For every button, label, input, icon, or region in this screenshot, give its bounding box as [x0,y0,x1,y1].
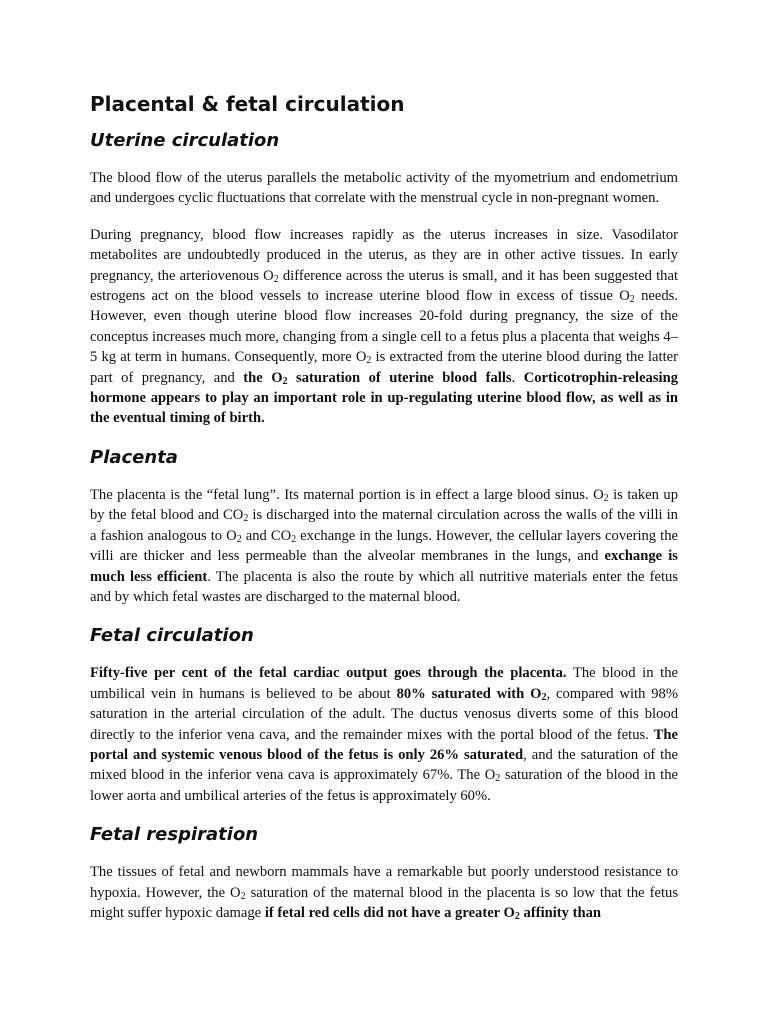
text-run: saturation of the maternal blood in the placenta is so low that the fetus might suffer hypoxic damage [90,884,678,921]
paragraph [90,168,678,209]
paragraph [90,862,678,923]
subscript: 2 [495,773,501,785]
section-heading: Uterine circulation [90,130,280,151]
text-run: , and the saturation of the mixed blood in the inferior vena cava is approximately 67%. The O [90,746,679,784]
text-run: needs. However, even though uterine blood flow increases 20-fold during pregnancy, the size of the conceptus increases much more, changing from a single cell to a fetus plus a placenta that weighs 4–5 kg at term in humans. Consequently, more O [90,288,678,366]
paragraph [90,485,678,607]
subscript: 2 [236,533,242,545]
subscript: 2 [291,533,297,545]
text-run: is taken up by the fetal blood and CO [90,486,678,524]
subscript: 2 [282,375,288,387]
section-heading: Fetal circulation [90,625,254,647]
text-run: saturation of the blood in the lower aorta and umbilical arteries of the fetus is approximately 60%. [90,767,678,804]
bold-text: saturation of uterine blood falls [287,369,512,386]
bold-text: 80% saturated with O [396,685,542,702]
bold-text: if fetal red cells did not have a greater O [264,904,515,921]
bold-text: Fifty-five per cent of the fetal cardiac output goes through the placenta. [90,665,567,682]
subscript: 2 [514,910,520,922]
subscript: 2 [243,513,249,525]
section [90,445,678,607]
bold-text: Corticotrophin-releasing hormone appears to play an important role in up-regulating uterine blood flow, as well as in the eventual timing of birth. [90,369,678,427]
subscript: 2 [240,890,246,902]
text-run: and CO [241,527,292,544]
subscript: 2 [366,355,372,367]
text-run: The blood flow of the uterus parallels the metabolic activity of the myometrium and endometrium and undergoes cyclic fluctuations that correlate with the menstrual cycle in non-pregnant women. [90,170,678,207]
paragraph [90,225,678,429]
text-run: , compared with 98% saturation in the arterial circulation of the adult. The ductus venosus diverts some of this blood directly to the inferior vena cava, and the remainder mixes with the portal blood of the fetus. [90,685,678,743]
bold-text: The portal and systemic venous blood of the fetus is only 26% saturated [90,726,678,763]
bold-text: exchange is much less efficient [90,548,678,585]
text-run: The tissues of fetal and newborn mammals have a remarkable but poorly understood resistance to hypoxia. However, the O [90,864,678,901]
subscript: 2 [603,492,609,504]
text-run: is extracted from the uterine blood during the latter part of pregnancy, and [90,349,678,386]
document-body [90,128,678,923]
paragraph [90,663,678,806]
section [90,623,678,806]
subscript: 2 [629,294,635,306]
subscript: 2 [273,273,279,285]
section-heading: Fetal respiration [90,824,259,846]
page-title: Placental & fetal circulation [90,92,405,116]
text-run: The blood in the umbilical vein in humans is believed to be about [90,665,678,702]
text-run: is discharged into the maternal circulation across the walls of the villi in a fashion analogous to O [90,507,678,544]
document-page [90,88,678,935]
section [90,822,678,923]
bold-text: the O [243,369,283,386]
section [90,128,678,429]
text-run: . The placenta is also the route by which all nutritive materials enter the fetus and by which fetal wastes are discharged to the maternal blood. [90,568,678,605]
text-run: exchange in the lungs. However, the cellular layers covering the villi are thicker and less permeable than the alveolar membranes in the lungs, and [90,527,678,565]
bold-text: affinity than [519,904,601,921]
text-run: difference across the uterus is small, and it has been suggested that estrogens act on the blood vessels to increase uterine blood flow in excess of tissue O [90,267,678,305]
section-heading: Placenta [90,446,178,468]
text-run: . [511,369,524,386]
text-run: During pregnancy, blood flow increases rapidly as the uterus increases in size. Vasodilator metabolites are undoubtedly produced in the uterus, as they are in other active tissues. In early pregnancy, the arteriovenous O [90,226,678,284]
text-run: The placenta is the “fetal lung”. Its maternal portion is in effect a large blood sinus. O [90,486,604,503]
subscript: 2 [541,691,547,703]
